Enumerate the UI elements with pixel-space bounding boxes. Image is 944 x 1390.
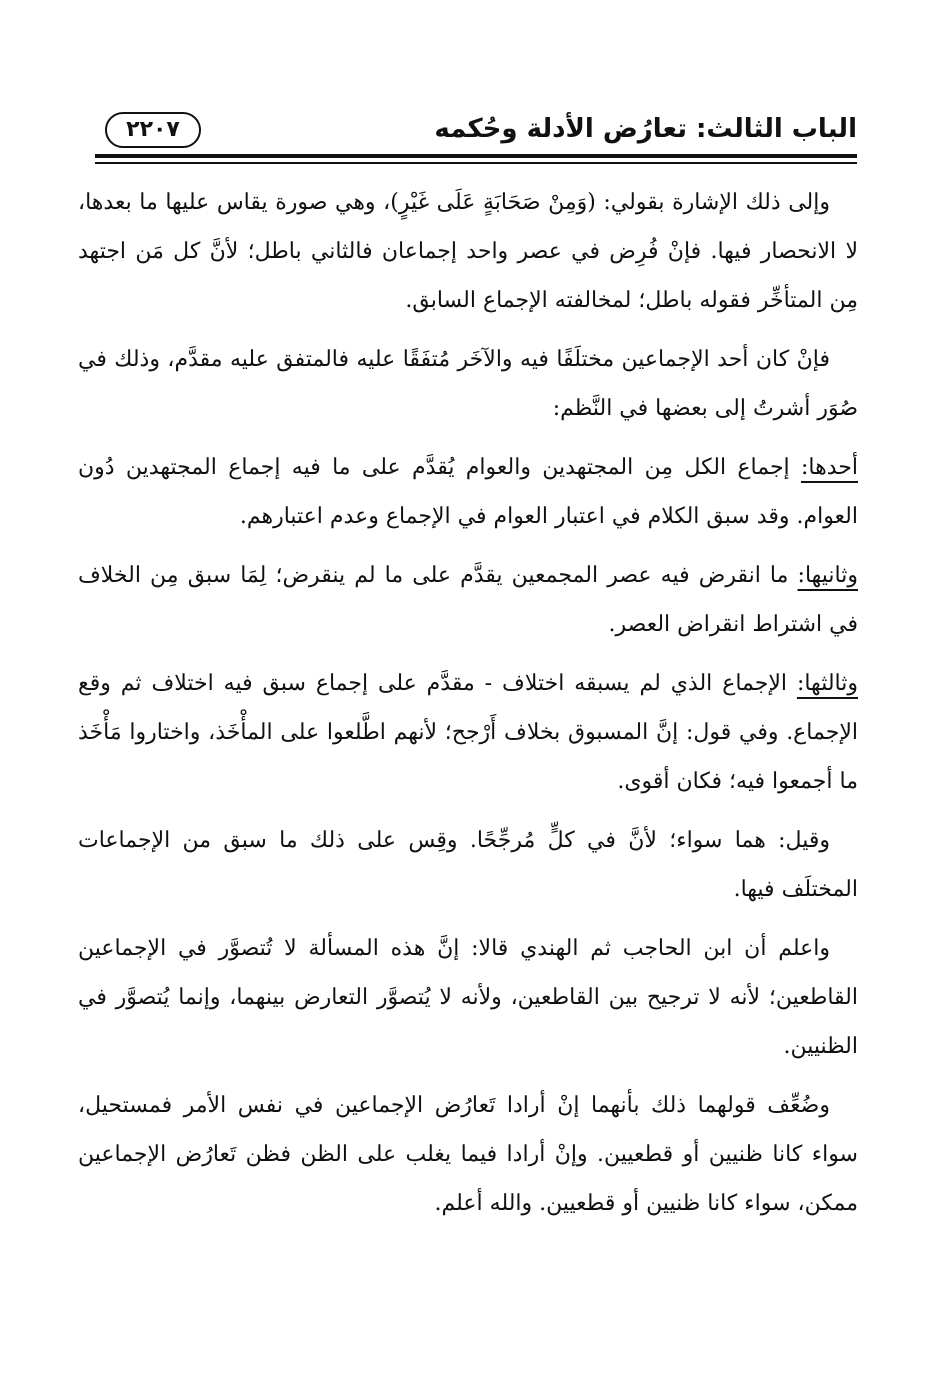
- paragraph: [78, 551, 858, 649]
- chapter-title: الباب الثالث: تعارُض الأدلة وحُكمه: [434, 114, 857, 144]
- paragraph-term: وثالثها:: [796, 671, 858, 696]
- paragraph-text: إجماع الكل مِن المجتهدين والعوام يُقدَّم على ما فيه إجماع المجتهدين دُون العوام. وقد سبق الكلام في اعتبار العوام في الإجماع وعدم اعتبارهم.: [78, 455, 858, 529]
- paragraph-text: واعلم أن ابن الحاجب ثم الهندي قالا: إنَّ هذه المسألة لا تُتصوَّر في الإجماعين القاطعين؛ لأنه لا ترجيح بين القاطعين، ولأنه لا يُتصوَّر التعارض بينهما، وإنما يُتصوَّر في الظنيين.: [78, 936, 858, 1059]
- paragraph-text: الإجماع الذي لم يسبقه اختلاف - مقدَّم على إجماع سبق فيه اختلاف ثم وقع الإجماع. وفي قول: إنَّ المسبوق بخلاف أَرْجح؛ لأنهم اطَّلعوا على المأْخَذ، واختاروا مَأْخَذ ما أجمعوا فيه؛ فكان أقوى.: [78, 671, 858, 794]
- paragraph-term: أحدها:: [801, 455, 858, 480]
- body-text: [78, 178, 858, 1238]
- paragraph: [78, 816, 858, 914]
- paragraph-text: وضُعِّف قولهما ذلك بأنهما إنْ أرادا تَعارُض الإجماعين في نفس الأمر فمستحيل، سواء كانا ظنيين أو قطعيين. وإنْ أرادا فيما يغلب على الظن فظن تَعارُض الإجماعين ممكن، سواء كانا ظنيين أو قطعيين. والله أعلم.: [78, 1093, 858, 1216]
- paragraph-text: فإنْ كان أحد الإجماعين مختلَفًا فيه والآخَر مُتفَقًا عليه فالمتفق عليه مقدَّم، وذلك في صُوَر أشرتُ إلى بعضها في النَّظم:: [78, 347, 858, 421]
- paragraph: [78, 178, 858, 325]
- paragraph: [78, 443, 858, 541]
- header-rule-thick: [95, 154, 857, 158]
- running-header: [95, 110, 857, 154]
- paragraph: [78, 335, 858, 433]
- page-number-badge: ٢٢٠٧: [105, 112, 201, 148]
- header-rule-thin: [95, 162, 857, 164]
- paragraph-text: ما انقرض فيه عصر المجمعين يقدَّم على ما لم ينقرض؛ لِمَا سبق مِن الخلاف في اشتراط انقراض العصر.: [78, 563, 858, 637]
- paragraph-term: وثانيها:: [797, 563, 858, 588]
- paragraph-text: وإلى ذلك الإشارة بقولي: (وَمِنْ صَحَابَةٍ عَلَى غَيْرٍ)، وهي صورة يقاس عليها ما بعدها، لا الانحصار فيها. فإنْ فُرِض في عصر واحد إجماعان فالثاني باطل؛ لأنَّ كل مَن اجتهد مِن المتأخِّر فقوله باطل؛ لمخالفته الإجماع السابق.: [78, 190, 858, 313]
- paragraph: [78, 1081, 858, 1228]
- paragraph: [78, 659, 858, 806]
- paragraph: [78, 924, 858, 1071]
- paragraph-text: وقيل: هما سواء؛ لأنَّ في كلٍّ مُرجِّحًا. وقِس على ذلك ما سبق من الإجماعات المختلَف فيها.: [78, 828, 858, 902]
